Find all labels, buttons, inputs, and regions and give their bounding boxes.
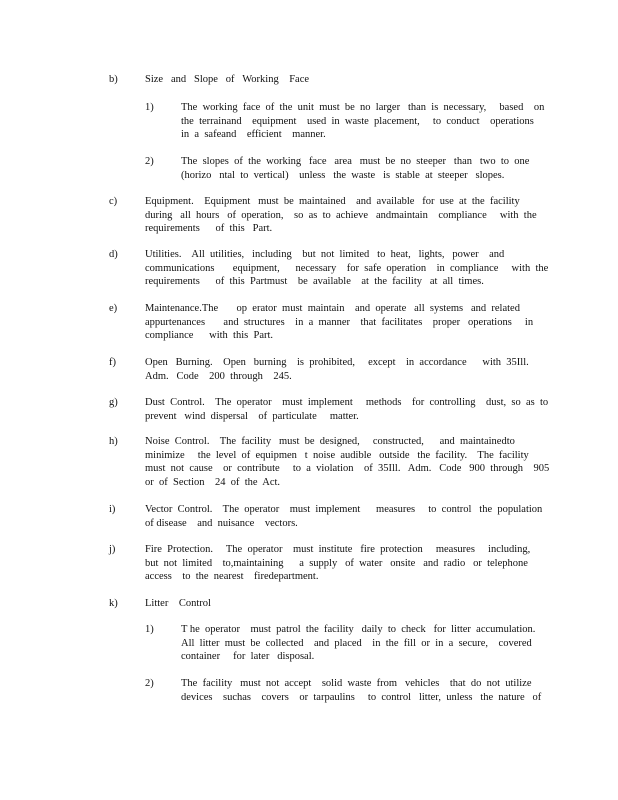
text-line: minimize the level of equipmen t noise audible outside the facility. The facility [145,449,529,461]
item-text [145,597,545,611]
text-line: Equipment. Equipment must be maintained and available for use at the facility [145,196,520,207]
text-line: The working face of the unit must be no larger than is necessary, based on [181,102,545,113]
item-text [145,248,549,289]
item-text [145,73,545,87]
item-text [145,543,545,584]
item-text [145,435,550,489]
item-text [181,155,543,182]
item-label: h) [109,436,118,447]
text-line: access to the nearest firedepartment. [145,571,319,582]
text-line: T he operator must patrol the facility daily to check for litter accumulation. [181,624,536,635]
text-line: Size and Slope of Working Face [145,74,310,85]
text-line: during all hours of operation, so as to achieve andmaintain compliance with the [145,209,537,221]
text-line: The facility must not accept solid waste from vehicles that do not utilize [181,678,532,689]
text-line: (horizo ntal to vertical) unless the waste is stable at steeper slopes. [181,169,505,181]
text-line: Fire Protection. The operator must institute fire protection measures including, [145,544,531,555]
item-label: 1) [145,102,154,113]
text-line: in a safeand efficient manner. [181,129,326,140]
text-line: the terrainand equipment used in waste placement, to conduct operations [181,115,534,127]
item-label: g) [109,397,118,408]
item-text [145,302,545,343]
text-line: Noise Control. The facility must be designed, constructed, and maintainedto [145,436,515,447]
item-label: d) [109,249,118,260]
item-label: 2) [145,678,154,689]
text-line: but not limited to,maintaining a supply of water onsite and radio or telephone [145,557,528,569]
text-line: compliance with this Part. [145,330,274,341]
item-text [181,677,543,704]
text-line: must not cause or contribute to a violation of 35Ill. Adm. Code 900 through 905 [145,463,550,474]
item-label: c) [109,196,118,207]
item-label: k) [109,598,118,609]
text-line: Litter Control [145,598,211,609]
text-line: requirements of this Partmust be available at the facility at all times. [145,276,484,287]
item-label: 1) [145,624,154,635]
item-text [145,396,549,423]
text-line: or of Section 24 of the Act. [145,476,281,488]
text-line: All litter must be collected and placed in the fill or in a secure, covered [181,637,532,649]
item-text [181,623,543,664]
text-line: requirements of this Part. [145,223,273,234]
text-line: Vector Control. The operator must implement measures to control the population [145,504,543,515]
item-text [145,356,545,383]
text-line: Open Burning. Open burning is prohibited, except in accordance with 35Ill. [145,357,529,368]
item-label: b) [109,74,118,85]
item-text [145,503,545,530]
item-label: e) [109,303,118,314]
item-text [145,195,545,236]
text-line: container for later disposal. [181,651,315,662]
text-line: prevent wind dispersal of particulate matter. [145,410,359,422]
text-line: appurtenances and structures in a manner that facilitates proper operations in [145,316,534,328]
text-line: communications equipment, necessary for safe operation in compliance with the [145,262,549,274]
text-line: Adm. Code 200 through 245. [145,370,292,382]
item-label: 2) [145,156,154,167]
item-label: f) [109,357,116,368]
item-label: j) [109,544,116,555]
text-line: The slopes of the working face area must be no steeper than two to one [181,156,530,167]
text-line: devices suchas covers or tarpaulins to control litter, unless the nature of [181,691,542,703]
item-label: i) [109,504,116,515]
text-line: Dust Control. The operator must implement methods for controlling dust, so as to [145,397,549,408]
text-line: Utilities. All utilities, including but not limited to heat, lights, power and [145,249,505,260]
text-line: Maintenance.The op erator must maintain and operate all systems and related [145,303,520,314]
text-line: of disease and nuisance vectors. [145,517,298,529]
item-text [181,101,543,142]
